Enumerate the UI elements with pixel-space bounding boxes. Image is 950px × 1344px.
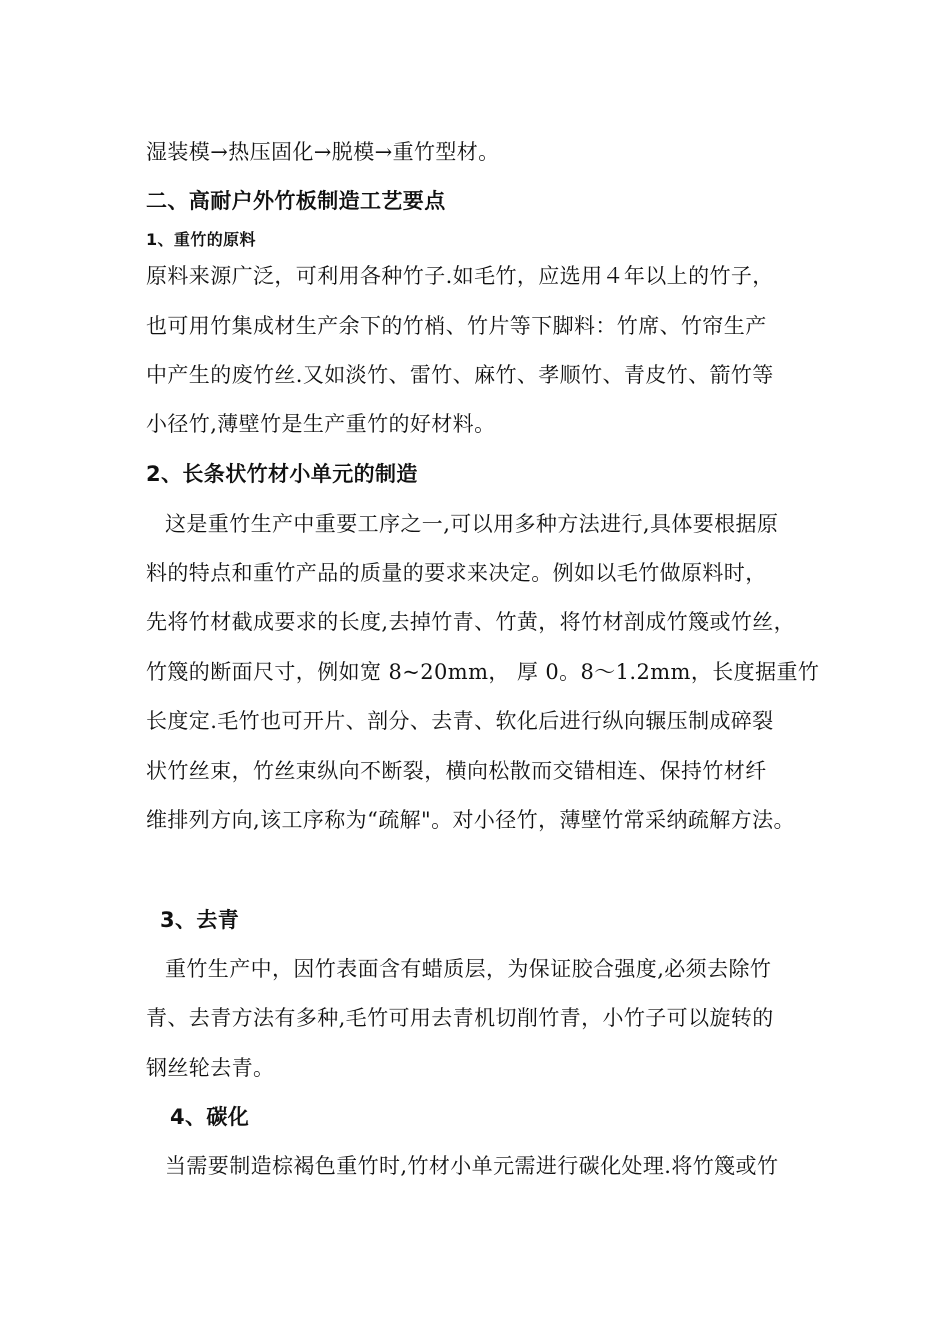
paragraph-unit-making-line-4: 竹篾的断面尺寸，例如宽 8~20mm， 厚 0。8～1.2mm，长度据重竹	[146, 660, 820, 684]
subheading-raw-material: 1、重竹的原料	[146, 230, 256, 249]
paragraph-raw-material-line-1: 原料来源广泛，可利用各种竹子.如毛竹，应选用４年以上的竹子，	[146, 264, 774, 288]
subheading-carbonization: 4、碳化	[170, 1105, 250, 1129]
paragraph-raw-material-line-2: 也可用竹集成材生产余下的竹梢、竹片等下脚料：竹席、竹帘生产	[146, 314, 767, 338]
paragraph-raw-material-line-4: 小径竹,薄壁竹是生产重竹的好材料。	[146, 412, 496, 436]
paragraph-unit-making-line-1: 这是重竹生产中重要工序之一,可以用多种方法进行,具体要根据原	[165, 512, 779, 536]
process-flow-line: 湿装模→热压固化→脱模→重竹型材。	[146, 140, 500, 164]
paragraph-raw-material-line-3: 中产生的废竹丝.又如淡竹、雷竹、麻竹、孝顺竹、青皮竹、箭竹等	[146, 363, 774, 387]
paragraph-unit-making-line-3: 先将竹材截成要求的长度,去掉竹青、竹黄，将竹材剖成竹篾或竹丝，	[146, 610, 796, 634]
section-heading-two: 二、高耐户外竹板制造工艺要点	[146, 189, 446, 213]
paragraph-remove-green-line-1: 重竹生产中，因竹表面含有蜡质层，为保证胶合强度,必须去除竹	[165, 957, 772, 981]
paragraph-remove-green-line-2: 青、去青方法有多种,毛竹可用去青机切削竹青，小竹子可以旋转的	[146, 1006, 774, 1030]
paragraph-unit-making-line-5: 长度定.毛竹也可开片、剖分、去青、软化后进行纵向辗压制成碎裂	[146, 709, 774, 733]
paragraph-carbonization-line-1: 当需要制造棕褐色重竹时,竹材小单元需进行碳化处理.将竹篾或竹	[165, 1154, 779, 1178]
paragraph-remove-green-line-3: 钢丝轮去青。	[146, 1056, 275, 1080]
subheading-remove-green: 3、去青	[160, 908, 240, 932]
subheading-unit-making: 2、长条状竹材小单元的制造	[146, 462, 418, 486]
paragraph-unit-making-line-2: 料的特点和重竹产品的质量的要求来决定。例如以毛竹做原料时，	[146, 561, 767, 585]
paragraph-unit-making-line-7: 维排列方向,该工序称为“疏解"。对小径竹，薄壁竹常采纳疏解方法。	[146, 808, 795, 832]
paragraph-unit-making-line-6: 状竹丝束，竹丝束纵向不断裂，横向松散而交错相连、保持竹材纤	[146, 759, 767, 783]
